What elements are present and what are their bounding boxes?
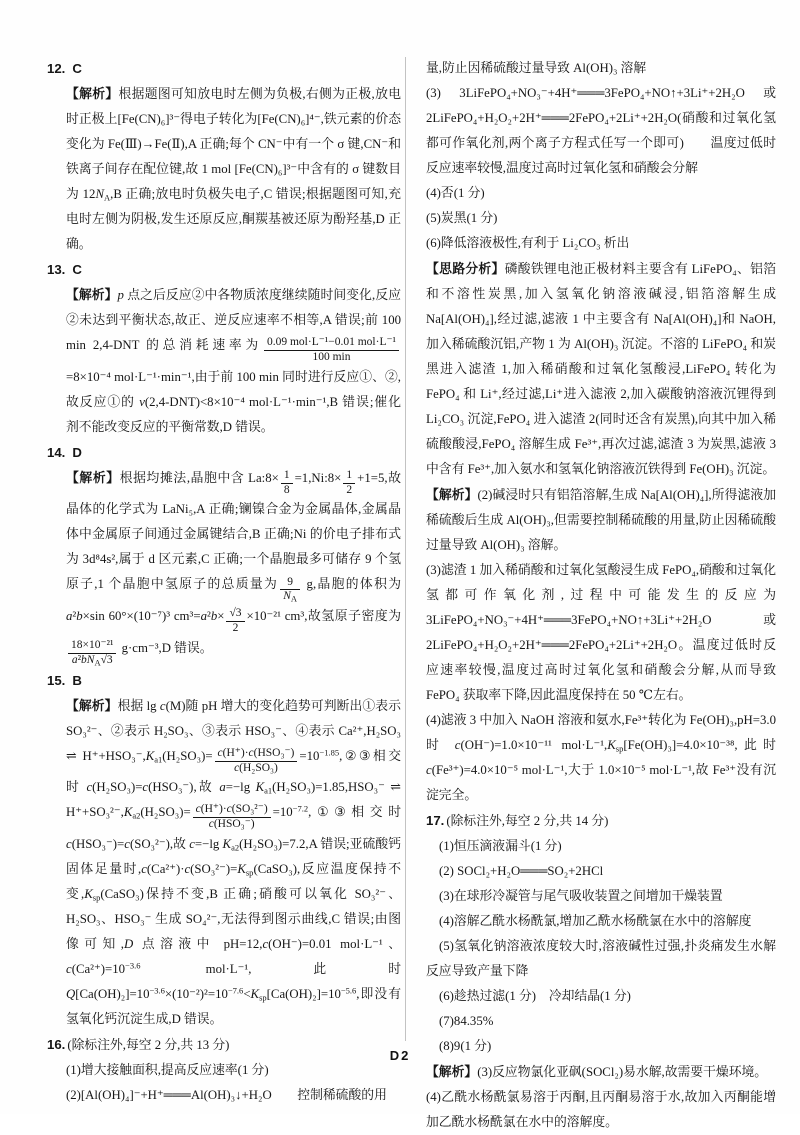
italic-variable: c: [159, 698, 166, 713]
solution-paragraph: (6)趁热过滤(1 分) 冷却结晶(1 分): [439, 989, 631, 1003]
bold-label: 【解析】: [66, 287, 118, 302]
italic-variable: a: [66, 609, 73, 624]
answer-header: [47, 56, 401, 81]
italic-variable: Q: [66, 987, 76, 1002]
question-number: 16.: [47, 1037, 66, 1053]
answer-header: [47, 440, 401, 465]
italic-variable: c: [189, 837, 195, 852]
solution-paragraph: (6)降低溶液极性,有利于 Li₂CO₃ 析出: [426, 236, 630, 250]
italic-variable: c: [226, 803, 232, 816]
solution-paragraph: (3)在球形冷凝管与尾气吸收装置之间增加干燥装置: [439, 889, 723, 903]
italic-variable: c: [217, 746, 223, 759]
italic-variable: D: [123, 937, 134, 952]
answer-letter: D: [72, 444, 82, 460]
italic-variable: c: [208, 818, 214, 831]
italic-variable: c: [195, 803, 201, 816]
italic-variable: K: [237, 862, 246, 877]
answer-number: 14.: [47, 444, 66, 460]
fraction: $\frac{9}{N_A}$: [280, 576, 300, 605]
answer-letter: C: [72, 262, 82, 277]
italic-variable: b: [210, 609, 218, 624]
question-number: 17.: [426, 813, 445, 828]
italic-variable: c: [248, 746, 254, 759]
solution-paragraph: (2)[Al(OH)₄]⁻+H⁺═══Al(OH)₃↓+H₂O 控制稀硫酸的用: [66, 1088, 387, 1103]
italic-variable: N: [95, 187, 104, 201]
solution-paragraph: (1)恒压滴液漏斗(1 分): [439, 839, 562, 853]
solution-paragraph: (5)氢氧化钠溶液浓度较大时,溶液碱性过强,扑炎痛发生水解反应导致产量下降: [426, 939, 776, 978]
answer-number: 12.: [47, 61, 66, 76]
solution-paragraph: (4)乙酰水杨酰氯易溶于丙酮,且丙酮易溶于水,故加入丙酮能增加乙酰水杨酰氯在水中的溶解度。: [426, 1090, 776, 1129]
italic-variable: c: [142, 780, 149, 795]
answer-header: [47, 668, 401, 693]
italic-variable: c: [66, 962, 72, 977]
fraction: $\frac{1}{8}$: [281, 469, 293, 498]
italic-variable: K: [250, 987, 260, 1002]
italic-variable: K: [222, 837, 232, 852]
italic-variable: c: [262, 937, 269, 952]
italic-variable: N: [86, 653, 95, 666]
fraction: $\frac{\text{c(H⁺)·c(HSO₃⁻)}}{\text{c(H₂SO₃)}}$: [215, 747, 298, 776]
italic-variable: K: [145, 748, 155, 763]
answer-header: [47, 257, 401, 282]
italic-variable: a: [219, 780, 226, 795]
italic-variable: a: [71, 653, 78, 666]
fraction: $\frac{1}{2}$: [343, 469, 355, 498]
bold-label: 【解析】: [66, 697, 118, 713]
bold-label: 【解析】: [426, 487, 478, 502]
italic-variable: c: [124, 837, 130, 852]
italic-variable: K: [607, 738, 616, 752]
italic-variable: c: [141, 862, 147, 877]
fraction: $\frac{\text{0.09 mol·L⁻¹−0.01 mol·L⁻¹}}{100 \min}$: [264, 336, 399, 365]
question-header: [426, 808, 776, 834]
solution-paragraph: (3) 3LiFePO₄+NO₃⁻+4H⁺═══3FePO₄+NO↑+3Li⁺+2H₂O 或 2LiFePO₄+H₂O₂+2H⁺═══2FePO₄+2Li⁺+2H₂O(硝酸和过氧化氢都可作氧化剂,两个离子方程式任写一个即可) 温度过低时反应速率较慢,温度过高时过氧化氢和硝酸会分解: [426, 86, 776, 175]
solution-paragraph: 量,防止因稀硫酸过量导致 Al(OH)₃ 溶解: [426, 61, 647, 75]
solution-paragraph: 【思路分析】磷酸铁锂电池正极材料主要含有 LiFePO₄、铝箔和不溶性炭黑,加入氢氧化钠溶液碱浸,铝箔溶解生成 Na[Al(OH)₄],经过滤,滤液 1 中主要含有 Na[Al(OH)₄]和 NaOH,加入稀硫酸沉铝,产物 1 为 Al(OH)₃ 沉淀。不溶的 LiFePO₄ 和炭黑进入滤渣 1,加入稀硝酸和过氧化氢酸浸,LiFePO₄ 转化为 FePO₄ 和 Li⁺,经过滤,Li⁺进入滤液 2,加入碳酸钠溶液沉锂得到 Li₂CO₃ 沉淀,FePO₄ 进入滤渣 2(同时还含有炭黑),向其中加入稀硫酸酸浸,FePO₄ 溶解生成 Fe³⁺,再次过滤,滤渣 3 为炭黑,滤液 3 中含有 Fe³⁺,加入氨水和氢氧化钠溶液沉铁得到 Fe(OH)₃ 沉淀。: [426, 261, 776, 476]
solution-paragraph: (4)滤液 3 中加入 NaOH 溶液和氨水,Fe³⁺转化为 Fe(OH)₃,pH=3.0 时 c(OH⁻)=1.0×10⁻¹¹ $mol\cdot L^{-1},K_{sp}[Fe(OH)_3]=4.0\times 10^{-38}$,此时 c(Fe³⁺)=4.0×10⁻⁵ mol·L⁻¹,大于 1.0×10⁻⁵ mol·L⁻¹,故 Fe³⁺没有沉淀完全。: [426, 713, 776, 802]
italic-variable: c: [86, 780, 93, 795]
solution-paragraph: (4)溶解乙酰水杨酰氯,增加乙酰水杨酰氯在水中的溶解度: [439, 914, 752, 928]
solution-paragraph: (8)9(1 分): [439, 1039, 492, 1053]
fraction: $\frac{√3}{2}$: [226, 607, 244, 636]
question-score-note: (除标注外,每空 2 分,共 13 分): [67, 1038, 230, 1053]
answer-letter: C: [72, 61, 82, 76]
column-divider: [405, 57, 406, 1041]
solution-paragraph: (5)炭黑(1 分): [426, 211, 498, 225]
italic-variable: c: [184, 862, 191, 877]
italic-variable: N: [283, 590, 291, 603]
solution-paragraph: 【解析】(3)反应物氯化亚砜(SOCl₂)易水解,故需要干燥环境。: [426, 1064, 768, 1079]
italic-variable: a: [200, 609, 207, 624]
bold-label: 【解析】: [66, 86, 119, 101]
fraction: $\frac{\text{18×10⁻²¹}}{a^2bN_A√3}$: [68, 639, 116, 668]
solution-paragraph: (2) SOCl₂+H₂O═══SO₂+2HCl: [439, 864, 604, 878]
solution-paragraph: 【解析】(2)碱浸时只有铝箔溶解,生成 Na[Al(OH)₄],所得滤液加稀硫酸后生成 Al(OH)₃,但需要控制稀硫酸的用量,防止因稀硫酸过量导致 Al(OH)₃ 溶解。: [426, 487, 777, 552]
italic-variable: c: [426, 763, 432, 777]
solution-paragraph: (1)增大接触面积,提高反应速率(1 分): [66, 1063, 269, 1078]
right-column: [426, 56, 777, 1129]
italic-variable: c: [66, 837, 72, 852]
italic-variable: b: [81, 653, 87, 666]
italic-variable: K: [123, 805, 133, 820]
answer-number: 13.: [47, 262, 66, 277]
italic-variable: c: [234, 761, 240, 774]
solution-paragraph: 【解析】根据 lg c(M)随 pH 增大的变化趋势可判断出①表示 SO₃²⁻、②表示 H₂SO₃、③表示 HSO₃⁻、④表示 Ca²⁺,H₂SO₃ ⇌ $H^++HSO_3^-,K_{a1}(H_2SO_3)=$ $\frac{\text{c(H⁺)·c(HSO₃⁻)}}{\text{c(H₂SO₃)}}$ $=10^{-1.85},②③$相交时 c(H₂SO₃)=c(HSO₃⁻),故 a=−lg $K_{a1}(H_2SO_3)=1.85,HSO_3^-$ ⇌ $H^++SO_3^{2-},K_{a2}(H_2SO_3)=$ $\frac{\text{c(H⁺)·c(SO₃²⁻)}}{\text{c(HSO₃⁻)}}$ $=10^{-7.2},①③$相交时 c(HSO₃⁻)=c(SO₃²⁻),故 c=−lg $K_{a2}(H_2SO_3)=7.2,A$ 错误;亚硫酸钙固体足量时$,c(Ca^{2+})\cdot c(SO_3^{2-})=K_{sp}(CaSO_3)$,反应温度保持不变$,K_{sp}(CaSO_3)$保持不变,B 正确;硝酸可以氧化 SO₃²⁻、H₂SO₃、HSO₃⁻ 生成 SO₄²⁻,无法得到图示曲线,C 错误;由图像可知,D 点溶液中 pH=12,c(OH⁻)=0.01 mol·L⁻¹、$c(Ca^{2+})=10^{-3.6}$ mol·L⁻¹,此时 $Q[Ca(OH)_2]=10^{-3.6}\times(10^{-2})^2=10^{-7.6}<K_{sp}[Ca(OH)_2]=10^{-5.6}$,即没有氢氧化钙沉淀生成,D 错误。: [66, 697, 401, 1027]
solution-paragraph: 【解析】根据均摊法,晶胞中含 La:8× $\frac{1}{8}$ =1,Ni:8× $\frac{1}{2}$ +1=5,故晶体的化学式为 LaNi₅,A 正确;镧镍合金为金属晶体,金属晶体中金属原子间通过金属键结合,B 正确;Ni 的价电子排布式为 3d⁸4s²,属于 d 区元素,C 正确;一个晶胞最多可储存 9 个氢原子,1 个晶胞中氢原子的总质量为 $\frac{9}{N_A}$ g,晶胞的体积为 a²b×sin 60°×(10⁻⁷)³ cm³=a²b× $\frac{√3}{2}$ ×10⁻²¹ cm³,故氢原子密度为 $\frac{\text{18×10⁻²¹}}{a^2bN_A√3}$ g·cm⁻³,D 错误。: [66, 468, 402, 668]
italic-variable: p: [117, 288, 124, 302]
italic-variable: v: [139, 394, 145, 409]
question-score-note: (除标注外,每空 2 分,共 14 分): [446, 814, 609, 828]
bold-label: 【解析】: [426, 1064, 478, 1079]
bold-label: 【解析】: [66, 469, 120, 485]
answer-letter: B: [72, 672, 82, 688]
solution-paragraph: 【解析】根据题图可知放电时左侧为负极,右侧为正极,放电时正极上[Fe(CN)₆]³⁻得电子转化为[Fe(CN)₆]⁴⁻,铁元素的价态变化为 Fe(Ⅲ)→Fe(Ⅱ),A 正确;每个 CN⁻中有一个 σ 键,CN⁻和铁离子间存在配位键,故 1 mol [Fe(CN)₆]³⁻中含有的 σ 键数目为 $12N_A,B$ 正确;放电时负极失电子,C 错误;根据题图可知,充电时左侧为阴极,发生还原反应,酮羰基被还原为酚羟基,D 正确。: [66, 86, 402, 251]
bold-label: 【思路分析】: [426, 261, 505, 276]
fraction: $\frac{\text{c(H⁺)·c(SO₃²⁻)}}{\text{c(HSO₃⁻)}}$: [193, 803, 271, 832]
solution-paragraph: 【解析】p 点之后反应②中各物质浓度继续随时间变化,反应②未达到平衡状态,故正、逆反应速率不相等,A 错误;前 100 min 2,4-DNT 的总消耗速率为 $\frac{\text{0.09 mol·L⁻¹−0.01 mol·L⁻¹}}{100 \min}$ =8×10⁻⁴ mol·L⁻¹·min⁻¹,由于前 100 min 同时进行反应①、②,故反应①的 v(2,4-DNT)<8×10⁻⁴ mol·L⁻¹·min⁻¹,B 错误;催化剂不能改变反应的平衡常数,D 错误。: [66, 287, 402, 434]
solution-paragraph: (4)否(1 分): [426, 186, 485, 200]
italic-variable: c: [454, 738, 461, 752]
italic-variable: K: [255, 780, 265, 795]
solution-paragraph: (3)滤渣 1 加入稀硝酸和过氧化氢酸浸生成 FePO₄,硝酸和过氧化氢都可作氧化剂,过程中可能发生的反应为 3LiFePO₄+NO₃⁻+4H⁺═══3FePO₄+NO↑+3Li⁺+2H₂O 或 2LiFePO₄+H₂O₂+2H⁺═══2FePO₄+2Li⁺+2H₂O。温度过低时反应速率较慢,温度过高时过氧化氢和硝酸会分解,从而导致 FePO₄ 获取率下降,因此温度保持在 50 ℃左右。: [426, 563, 776, 702]
answer-number: 15.: [47, 672, 66, 688]
italic-variable: b: [76, 609, 83, 624]
solution-paragraph: (7)84.35%: [439, 1014, 494, 1028]
page-number: D2: [389, 1048, 411, 1063]
italic-variable: K: [84, 887, 93, 902]
